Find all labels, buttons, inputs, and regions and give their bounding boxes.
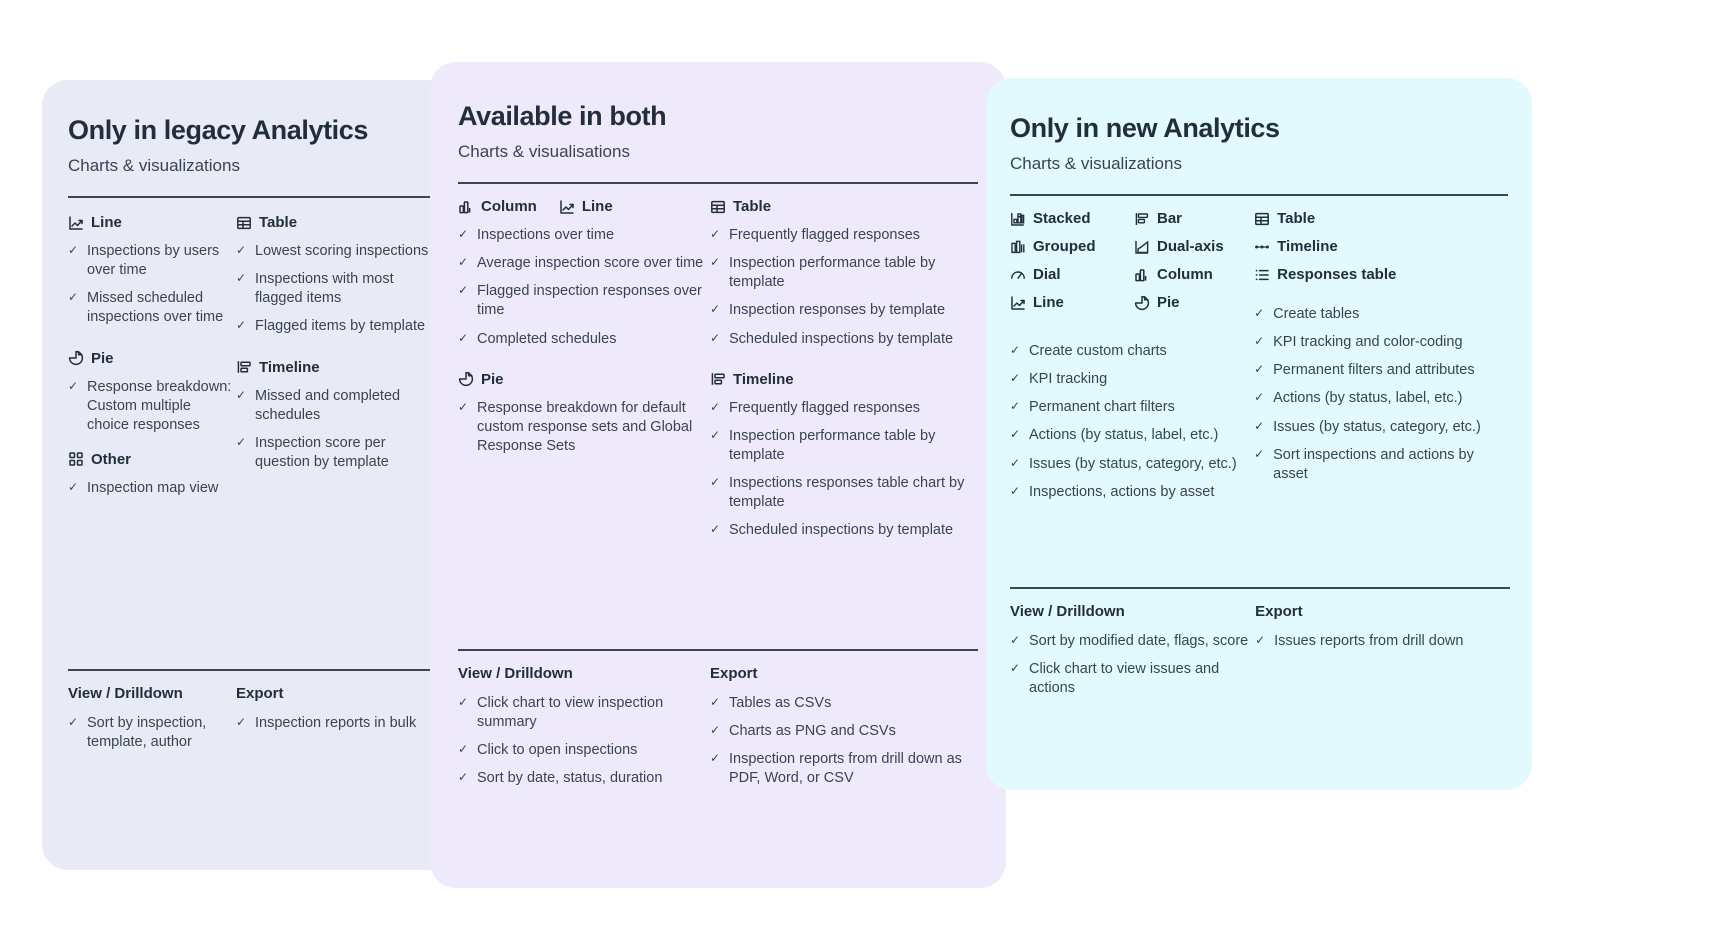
- divider: [458, 649, 978, 651]
- list-item: [236, 242, 436, 261]
- panel-legacy-body: [68, 214, 446, 520]
- list-item: [1010, 632, 1255, 651]
- chart-type-label: Line: [1033, 294, 1064, 312]
- grouped-chart-icon: [1010, 239, 1026, 255]
- check-icon: ✓: [710, 330, 721, 345]
- group-heading-label: Timeline: [733, 370, 794, 388]
- check-icon: ✓: [68, 243, 79, 258]
- panel-subtitle: Charts & visualizations: [68, 155, 240, 175]
- group-heading-table: [236, 214, 436, 231]
- both-bottom-section: [458, 649, 978, 811]
- check-icon: ✓: [236, 387, 247, 402]
- section-title-export: Export: [236, 684, 284, 702]
- bar-chart-icon: [1134, 211, 1150, 227]
- chart-type-label: Dial: [1033, 266, 1061, 284]
- column-chart-icon: [458, 199, 474, 215]
- check-icon: ✓: [458, 741, 469, 756]
- feature-list-tables: [1254, 305, 1508, 484]
- list-item-label: Inspection reports from drill down as PDF, Word, or CSV: [729, 750, 962, 786]
- chart-type-dial: [1010, 266, 1120, 283]
- list-item-label: Inspection map view: [87, 479, 219, 496]
- list-item: [710, 722, 978, 741]
- list-item-label: Click to open inspections: [477, 741, 638, 758]
- panel-new-analytics: [986, 78, 1532, 790]
- list-item: [236, 434, 436, 472]
- list-item: [458, 254, 710, 273]
- list-item-label: Sort inspections and actions by asset: [1273, 446, 1474, 482]
- list-item: [1255, 632, 1510, 651]
- chart-type-timeline: [1254, 238, 1508, 255]
- list-item-label: Sort by inspection, template, author: [87, 714, 207, 750]
- check-icon: ✓: [710, 750, 721, 765]
- list-item-label: Create custom charts: [1029, 343, 1167, 360]
- list-item: [1010, 660, 1255, 698]
- pie-chart-icon: [458, 371, 474, 387]
- list-item: [458, 399, 710, 456]
- group-heading-label: Timeline: [259, 358, 320, 376]
- group-heading-pie: [458, 371, 710, 388]
- line-chart-icon: [1010, 295, 1026, 311]
- pie-chart-icon: [1134, 295, 1150, 311]
- check-icon: ✓: [1254, 418, 1265, 433]
- feature-list-table: [236, 242, 436, 337]
- group-heading-timeline: [236, 359, 436, 376]
- chart-type-label: Bar: [1157, 210, 1183, 228]
- section-title-export: Export: [710, 664, 758, 682]
- list-item: [710, 750, 978, 788]
- check-icon: ✓: [1010, 483, 1021, 498]
- list-item: [236, 317, 436, 336]
- group-heading-table: [710, 198, 978, 215]
- check-icon: ✓: [1254, 390, 1265, 405]
- list-item-label: Tables as CSVs: [729, 694, 832, 711]
- list-item: [68, 479, 236, 498]
- list-item-label: Lowest scoring inspections: [255, 243, 429, 260]
- list-item: [1010, 342, 1254, 361]
- list-item: [458, 282, 710, 320]
- both-column-right: [710, 198, 978, 562]
- group-heading-timeline: [710, 371, 978, 388]
- check-icon: ✓: [1010, 371, 1021, 386]
- check-icon: ✓: [710, 227, 721, 242]
- list-item: [710, 226, 978, 245]
- list-item-label: Frequently flagged responses: [729, 399, 921, 416]
- group-heading-label: Pie: [91, 349, 114, 367]
- chart-type-responses-table: [1254, 266, 1508, 283]
- chart-type-table: [1254, 210, 1508, 227]
- bottom-columns: [1010, 603, 1510, 720]
- list-item: [1010, 398, 1254, 417]
- list-item-label: Inspections over time: [477, 227, 615, 244]
- list-item-label: Inspections responses table chart by template: [729, 475, 965, 511]
- list-item-label: Issues reports from drill down: [1274, 632, 1464, 649]
- timeline-icon: [710, 371, 726, 387]
- panel-title: Available in both: [458, 101, 667, 131]
- list-item: [710, 694, 978, 713]
- list-item: [236, 387, 436, 425]
- check-icon: ✓: [236, 434, 247, 449]
- check-icon: ✓: [710, 427, 721, 442]
- feature-list-other: [68, 479, 236, 498]
- divider: [458, 182, 978, 184]
- check-icon: ✓: [1254, 446, 1265, 461]
- list-item-label: Create tables: [1273, 306, 1360, 323]
- check-icon: ✓: [1010, 427, 1021, 442]
- check-icon: ✓: [68, 378, 79, 393]
- group-heading-label: Line: [581, 198, 613, 216]
- export-list: [236, 714, 436, 733]
- group-heading-label: Other: [91, 450, 132, 468]
- panel-legacy-analytics: [42, 80, 472, 870]
- export-list: [710, 694, 978, 789]
- list-item: [1010, 426, 1254, 445]
- check-icon: ✓: [236, 271, 247, 286]
- chart-type-label: Dual-axis: [1157, 238, 1224, 256]
- check-icon: ✓: [1254, 306, 1265, 321]
- line-chart-icon: [559, 199, 575, 215]
- list-item: [458, 330, 710, 349]
- check-icon: ✓: [236, 243, 247, 258]
- list-item: [458, 694, 710, 732]
- view-drilldown-list: [1010, 632, 1255, 698]
- responses-table-icon: [1254, 267, 1270, 283]
- chart-type-label: Stacked: [1033, 210, 1091, 228]
- list-item: [710, 427, 978, 465]
- divider: [68, 669, 446, 671]
- check-icon: ✓: [68, 479, 79, 494]
- export-column: [710, 665, 978, 811]
- list-item: [1254, 418, 1508, 437]
- list-item: [1010, 370, 1254, 389]
- feature-list-column-line: [458, 226, 710, 349]
- new-column-right: [1254, 210, 1508, 524]
- chart-type-grouped: [1010, 238, 1120, 255]
- table-icon: [710, 199, 726, 215]
- list-item: [458, 741, 710, 760]
- timeline-icon: [236, 359, 252, 375]
- check-icon: ✓: [458, 694, 469, 709]
- chart-type-column-1: [1010, 210, 1120, 322]
- check-icon: ✓: [1010, 660, 1021, 675]
- list-item-label: Average inspection score over time: [477, 255, 704, 272]
- list-item-label: Missed and completed schedules: [255, 387, 401, 423]
- chart-type-bar: [1134, 210, 1254, 227]
- bottom-columns: [68, 685, 446, 774]
- check-icon: ✓: [458, 283, 469, 298]
- divider: [68, 196, 446, 198]
- list-item-label: Response breakdown: Custom multiple choice responses: [87, 378, 232, 433]
- list-item-label: Permanent chart filters: [1029, 399, 1175, 416]
- check-icon: ✓: [458, 227, 469, 242]
- check-icon: ✓: [710, 255, 721, 270]
- chart-type-pie: [1134, 294, 1254, 311]
- check-icon: ✓: [458, 769, 469, 784]
- chart-type-label: Timeline: [1277, 238, 1338, 256]
- list-item: [1254, 361, 1508, 380]
- chart-type-column-2: [1134, 210, 1254, 322]
- list-item: [236, 270, 436, 308]
- check-icon: ✓: [68, 290, 79, 305]
- table-icon: [236, 215, 252, 231]
- list-item-label: Scheduled inspections by template: [729, 330, 954, 347]
- section-title-view-drilldown: View / Drilldown: [1010, 602, 1125, 620]
- new-bottom-section: [1010, 587, 1510, 720]
- list-item-label: Inspection responses by template: [729, 302, 946, 319]
- list-item-label: Issues (by status, category, etc.): [1273, 418, 1481, 435]
- legacy-column-left: [68, 214, 236, 520]
- group-heading-label: Table: [733, 198, 772, 216]
- check-icon: ✓: [710, 694, 721, 709]
- list-item-label: Frequently flagged responses: [729, 227, 921, 244]
- list-item: [458, 769, 710, 788]
- list-item-label: Sort by date, status, duration: [477, 769, 663, 786]
- feature-list-timeline: [236, 387, 436, 473]
- chart-type-stacked: [1010, 210, 1120, 227]
- check-icon: ✓: [458, 255, 469, 270]
- section-title-export: Export: [1255, 602, 1303, 620]
- chart-type-line: [1010, 294, 1120, 311]
- list-item-label: Completed schedules: [477, 330, 617, 347]
- new-column-left: [1010, 210, 1254, 524]
- list-item-label: Charts as PNG and CSVs: [729, 722, 896, 739]
- feature-list-timeline: [710, 399, 978, 541]
- check-icon: ✓: [1254, 334, 1265, 349]
- check-icon: ✓: [710, 302, 721, 317]
- list-item-label: Flagged inspection responses over time: [477, 283, 702, 319]
- export-list: [1255, 632, 1510, 651]
- group-heading-label: Pie: [481, 370, 504, 388]
- list-item: [710, 399, 978, 418]
- chart-type-label: Responses table: [1277, 266, 1397, 284]
- feature-list-pie: [458, 399, 710, 456]
- dual-axis-chart-icon: [1134, 239, 1150, 255]
- list-item-label: Inspection reports in bulk: [255, 714, 417, 731]
- group-heading-line: [68, 214, 236, 231]
- check-icon: ✓: [1255, 632, 1266, 647]
- divider: [1010, 587, 1510, 589]
- chart-type-label: Table: [1277, 210, 1316, 228]
- chart-type-dual-axis: [1134, 238, 1254, 255]
- panel-title: Only in new Analytics: [1010, 113, 1280, 143]
- list-item: [1254, 333, 1508, 352]
- view-drilldown-list: [68, 714, 236, 752]
- check-icon: ✓: [710, 475, 721, 490]
- view-drilldown-column: [1010, 603, 1255, 720]
- list-item-label: Inspection performance table by template: [729, 427, 936, 463]
- list-item-label: Actions (by status, label, etc.): [1273, 390, 1463, 407]
- list-item: [68, 289, 236, 327]
- check-icon: ✓: [68, 714, 79, 729]
- line-chart-icon: [68, 215, 84, 231]
- panel-title: Only in legacy Analytics: [68, 115, 369, 145]
- view-drilldown-list: [458, 694, 710, 789]
- list-item: [458, 226, 710, 245]
- group-heading-label: Table: [259, 214, 298, 232]
- check-icon: ✓: [236, 714, 247, 729]
- list-item-label: Inspection score per question by template: [255, 434, 389, 470]
- list-item-label: KPI tracking and color-coding: [1273, 334, 1463, 351]
- check-icon: ✓: [1010, 455, 1021, 470]
- group-heading-pie: [68, 350, 236, 367]
- both-column-left: [458, 198, 710, 562]
- chart-type-label: Grouped: [1033, 238, 1096, 256]
- group-heading-column: [458, 198, 537, 215]
- bottom-columns: [458, 665, 978, 811]
- list-item: [68, 714, 236, 752]
- check-icon: ✓: [458, 399, 469, 414]
- list-item-label: Inspections, actions by asset: [1029, 483, 1215, 500]
- list-item: [710, 330, 978, 349]
- list-item-label: Issues (by status, category, etc.): [1029, 455, 1237, 472]
- section-title-view-drilldown: View / Drilldown: [68, 684, 183, 702]
- panel-both-body: [458, 198, 978, 562]
- column-chart-icon: [1134, 267, 1150, 283]
- legacy-column-right: [236, 214, 436, 520]
- table-icon: [1254, 211, 1270, 227]
- view-drilldown-column: [68, 685, 236, 774]
- grid-other-icon: [68, 451, 84, 467]
- panel-subtitle: Charts & visualizations: [1010, 153, 1182, 173]
- list-item: [68, 242, 236, 280]
- check-icon: ✓: [236, 318, 247, 333]
- list-item: [1254, 446, 1508, 484]
- group-heading-line: [559, 198, 613, 215]
- check-icon: ✓: [1010, 343, 1021, 358]
- check-icon: ✓: [458, 330, 469, 345]
- legacy-bottom-section: [68, 669, 446, 774]
- export-column: [1255, 603, 1510, 720]
- list-item: [1010, 455, 1254, 474]
- feature-list-pie: [68, 378, 236, 435]
- panel-new-body: [1010, 210, 1508, 524]
- list-item: [1254, 305, 1508, 324]
- list-item-label: Sort by modified date, flags, score: [1029, 632, 1249, 649]
- pie-chart-icon: [68, 350, 84, 366]
- list-item: [1010, 483, 1254, 502]
- timeline-dots-icon: [1254, 239, 1270, 255]
- list-item-label: Response breakdown for default custom response sets and Global Response Sets: [477, 399, 693, 454]
- group-heading-other: [68, 451, 236, 468]
- chart-type-column: [1134, 266, 1254, 283]
- check-icon: ✓: [710, 399, 721, 414]
- divider: [1010, 194, 1508, 196]
- list-item: [710, 474, 978, 512]
- group-heading-row: [458, 198, 710, 215]
- group-heading-label: Column: [481, 198, 537, 216]
- list-item: [710, 301, 978, 320]
- list-item-label: Flagged items by template: [255, 318, 426, 335]
- list-item: [710, 254, 978, 292]
- list-item-label: Inspection performance table by template: [729, 255, 936, 291]
- panel-subtitle: Charts & visualisations: [458, 141, 630, 161]
- check-icon: ✓: [710, 522, 721, 537]
- feature-list-table: [710, 226, 978, 349]
- chart-type-groups: [1010, 210, 1254, 322]
- check-icon: ✓: [710, 722, 721, 737]
- feature-list-charts: [1010, 342, 1254, 502]
- list-item: [236, 714, 436, 733]
- list-item-label: Click chart to view issues and actions: [1029, 660, 1220, 696]
- list-item-label: Inspections with most flagged items: [255, 271, 394, 307]
- dial-chart-icon: [1010, 267, 1026, 283]
- chart-type-label: Pie: [1157, 294, 1180, 312]
- check-icon: ✓: [1010, 632, 1021, 647]
- list-item-label: Inspections by users over time: [87, 243, 220, 279]
- check-icon: ✓: [1254, 362, 1265, 377]
- list-item-label: Click chart to view inspection summary: [477, 694, 664, 730]
- view-drilldown-column: [458, 665, 710, 811]
- list-item-label: Missed scheduled inspections over time: [87, 290, 224, 326]
- list-item-label: Actions (by status, label, etc.): [1029, 427, 1219, 444]
- list-item: [1254, 389, 1508, 408]
- list-item-label: KPI tracking: [1029, 371, 1108, 388]
- list-item: [710, 521, 978, 540]
- list-item-label: Scheduled inspections by template: [729, 522, 954, 539]
- stacked-chart-icon: [1010, 211, 1026, 227]
- feature-list-line: [68, 242, 236, 328]
- chart-type-label: Column: [1157, 266, 1213, 284]
- list-item: [68, 378, 236, 435]
- list-item-label: Permanent filters and attributes: [1273, 362, 1475, 379]
- group-heading-label: Line: [91, 214, 122, 232]
- section-title-view-drilldown: View / Drilldown: [458, 664, 573, 682]
- panel-available-in-both: [430, 62, 1006, 888]
- check-icon: ✓: [1010, 399, 1021, 414]
- export-column: [236, 685, 436, 774]
